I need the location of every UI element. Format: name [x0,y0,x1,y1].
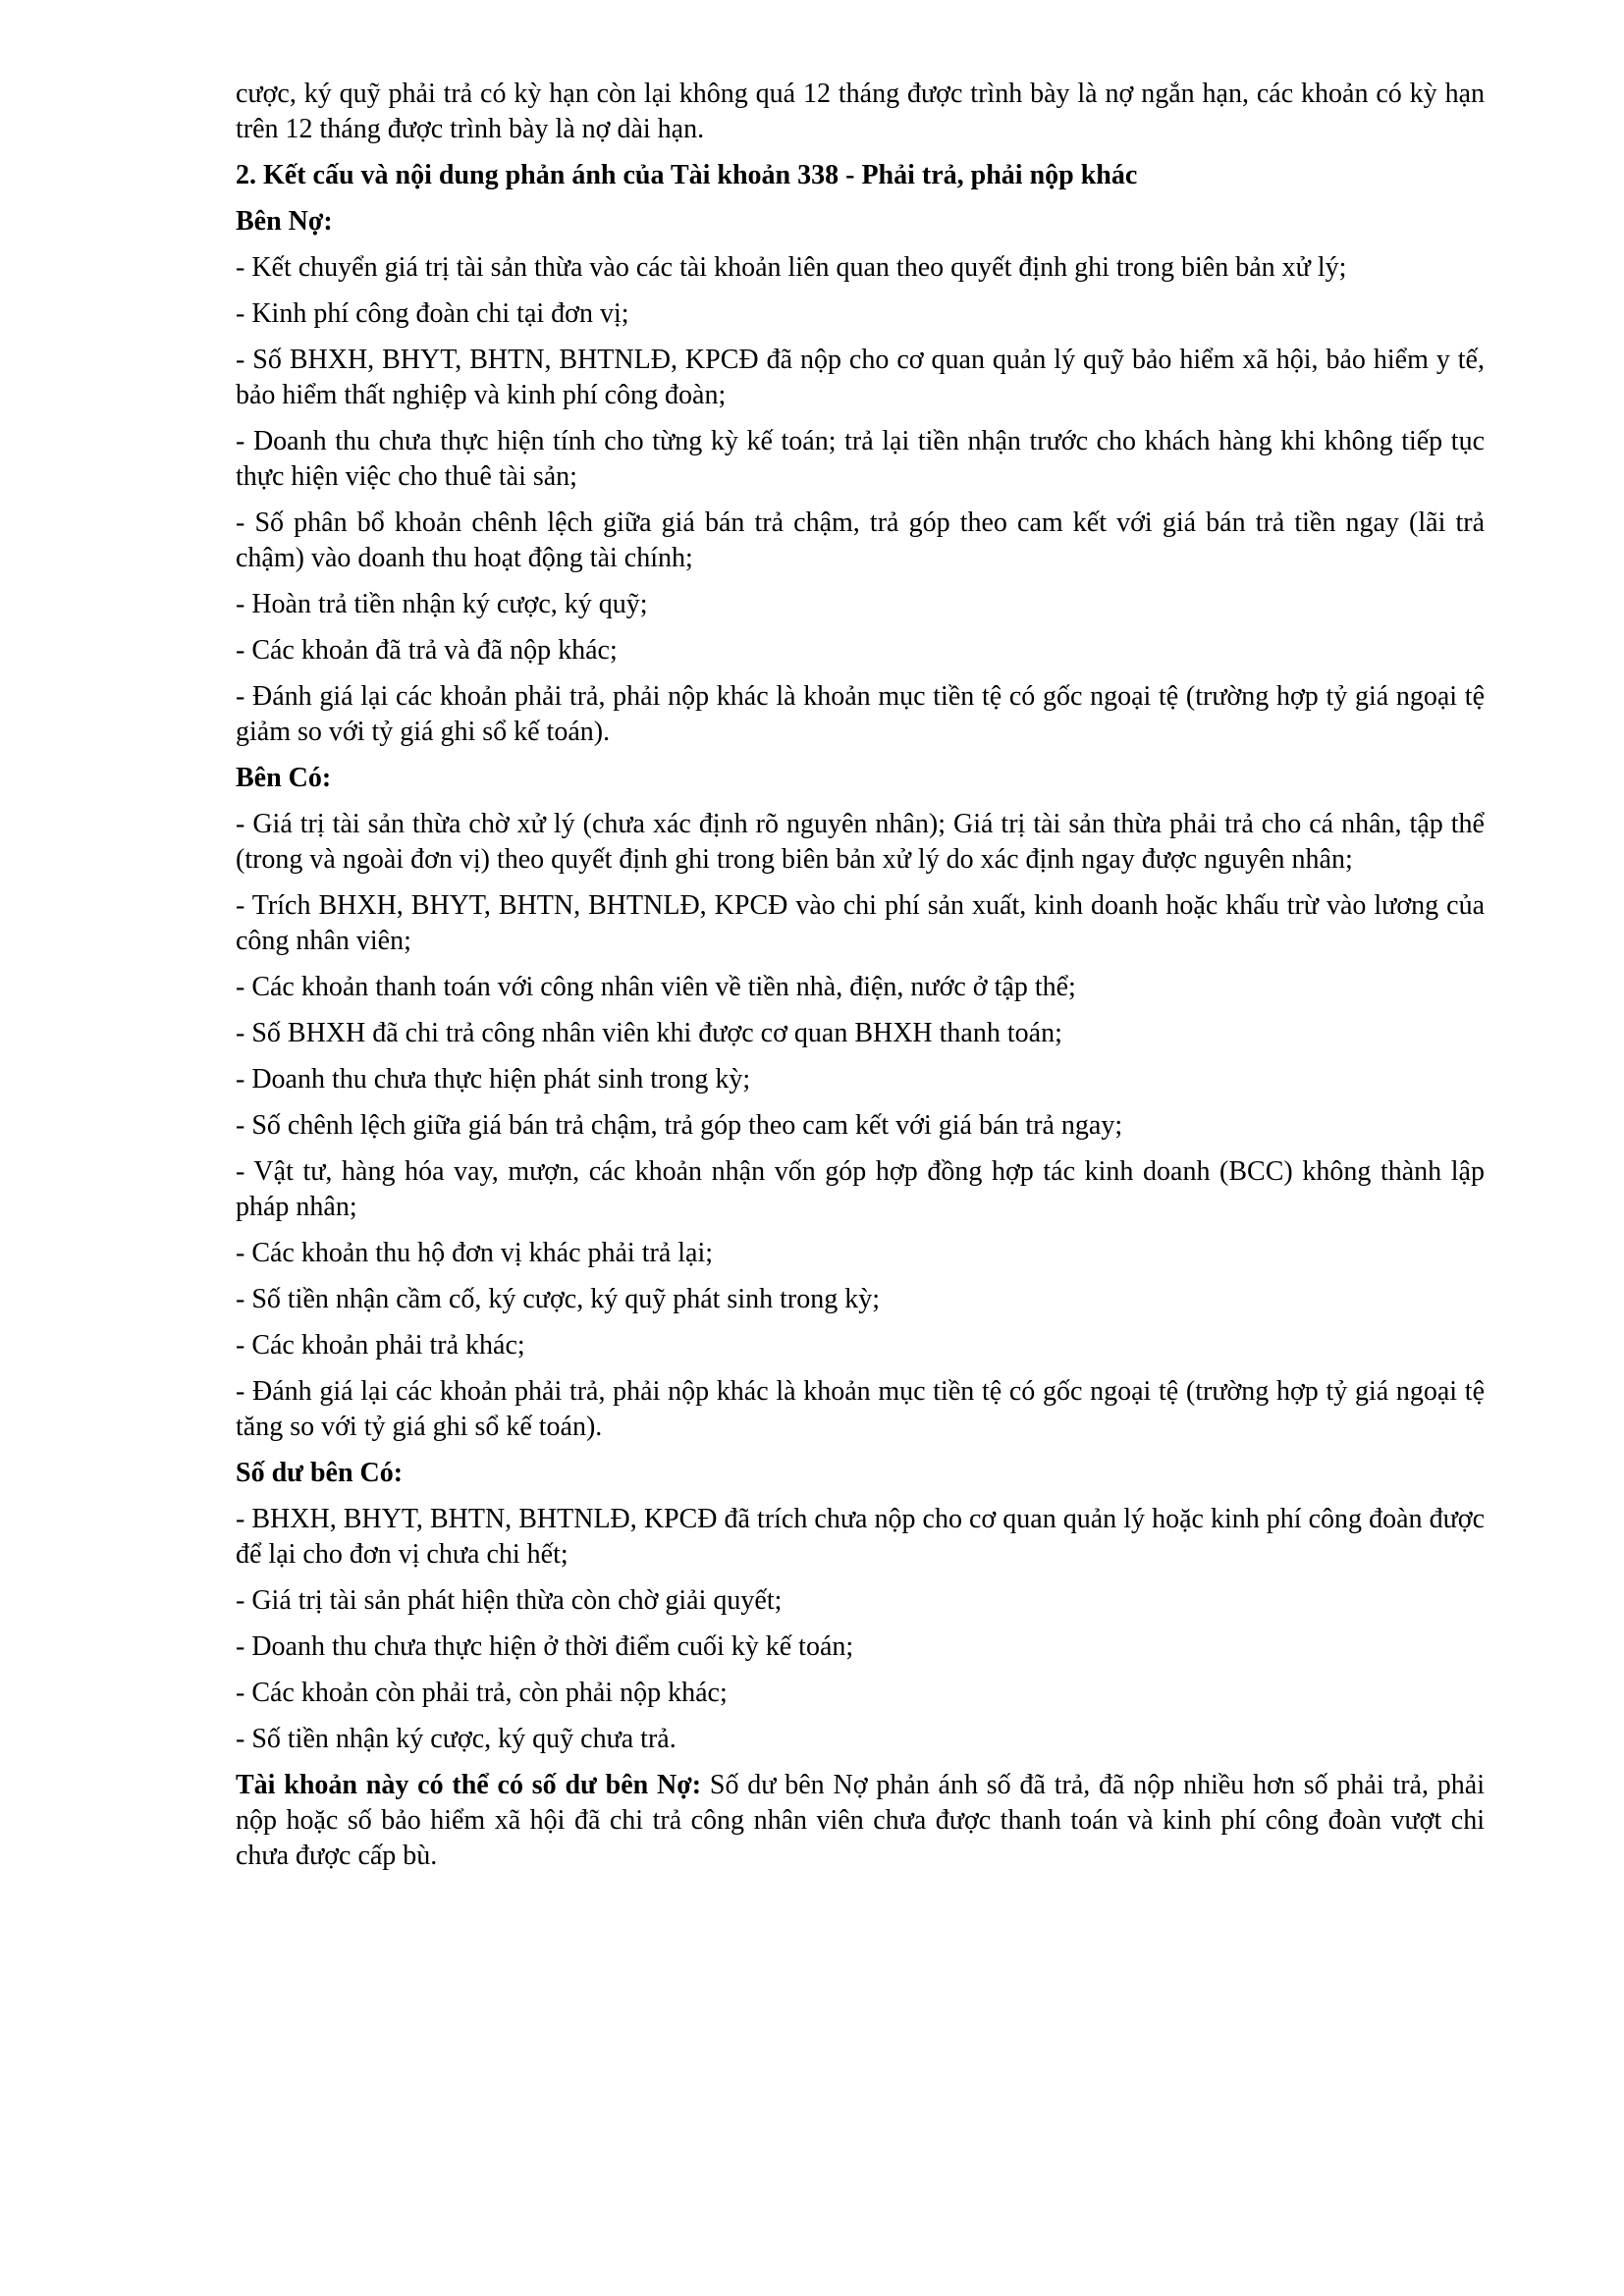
closing-note-text: Số dư bên Nợ phản ánh số đã trả, đã nộp nhiều hơn số phải trả, phải nộp hoặc số bảo hiểm xã hội đã chi trả công nhân viên chưa được thanh toán và kinh phí công đoàn vượt chi chưa được cấp bù. [236,1770,1485,1871]
ben-co-item: - Số BHXH đã chi trả công nhân viên khi được cơ quan BHXH thanh toán; [236,1018,1062,1048]
document-page [236,77,1485,1885]
ben-co-item: - Các khoản thanh toán với công nhân viên về tiền nhà, điện, nước ở tập thể; [236,972,1076,1002]
ben-no-item: - Doanh thu chưa thực hiện tính cho từng kỳ kế toán; trả lại tiền nhận trước cho khách hàng khi không tiếp tục thực hiện việc cho thuê tài sản; [236,426,1485,492]
ben-co-item: - Vật tư, hàng hóa vay, mượn, các khoản nhận vốn góp hợp đồng hợp tác kinh doanh (BCC) không thành lập pháp nhân; [236,1156,1485,1222]
ben-no-item: - Số phân bổ khoản chênh lệch giữa giá bán trả chậm, trả góp theo cam kết với giá bán trả tiền ngay (lãi trả chậm) vào doanh thu hoạt động tài chính; [236,507,1485,573]
so-du-co-item: - Doanh thu chưa thực hiện ở thời điểm cuối kỳ kế toán; [236,1631,854,1662]
ben-co-item: - Các khoản phải trả khác; [236,1330,525,1361]
ben-co-item: - Giá trị tài sản thừa chờ xử lý (chưa xác định rõ nguyên nhân); Giá trị tài sản thừa phải trả cho cá nhân, tập thể (trong và ngoài đơn vị) theo quyết định ghi trong biên bản xử lý do xác định ngay được nguyên nhân; [236,809,1485,875]
ben-no-heading: Bên Nợ: [236,206,333,237]
closing-note [236,1768,1485,1874]
intro-paragraph: cược, ký quỹ phải trả có kỳ hạn còn lại không quá 12 tháng được trình bày là nợ ngắn hạn, các khoản có kỳ hạn trên 12 tháng được trình bày là nợ dài hạn. [236,79,1485,144]
ben-co-item: - Các khoản thu hộ đơn vị khác phải trả lại; [236,1238,714,1268]
ben-co-item: - Số tiền nhận cầm cố, ký cược, ký quỹ phát sinh trong kỳ; [236,1284,880,1314]
so-du-co-item: - BHXH, BHYT, BHTN, BHTNLĐ, KPCĐ đã trích chưa nộp cho cơ quan quản lý hoặc kinh phí công đoàn được để lại cho đơn vị chưa chi hết; [236,1504,1485,1570]
ben-no-item: - Các khoản đã trả và đã nộp khác; [236,635,618,666]
closing-note-lead: Tài khoản này có thể có số dư bên Nợ: [236,1770,702,1800]
section-title: 2. Kết cấu và nội dung phản ánh của Tài khoản 338 - Phải trả, phải nộp khác [236,160,1138,190]
ben-no-item: - Kinh phí công đoàn chi tại đơn vị; [236,298,629,329]
so-du-co-item: - Số tiền nhận ký cược, ký quỹ chưa trả. [236,1724,677,1754]
ben-co-item: - Trích BHXH, BHYT, BHTN, BHTNLĐ, KPCĐ vào chi phí sản xuất, kinh doanh hoặc khấu trừ vào lương của công nhân viên; [236,890,1485,956]
so-du-co-item: - Các khoản còn phải trả, còn phải nộp khác; [236,1678,728,1708]
so-du-co-heading: Số dư bên Có: [236,1458,404,1488]
ben-no-item: - Kết chuyển giá trị tài sản thừa vào các tài khoản liên quan theo quyết định ghi trong biên bản xử lý; [236,252,1347,283]
ben-co-item: - Doanh thu chưa thực hiện phát sinh trong kỳ; [236,1064,751,1095]
ben-no-item: - Hoàn trả tiền nhận ký cược, ký quỹ; [236,589,648,619]
ben-co-heading: Bên Có: [236,763,332,793]
ben-co-item: - Đánh giá lại các khoản phải trả, phải nộp khác là khoản mục tiền tệ có gốc ngoại tệ (trường hợp tỷ giá ngoại tệ tăng so với tỷ giá ghi sổ kế toán). [236,1376,1485,1442]
ben-co-item: - Số chênh lệch giữa giá bán trả chậm, trả góp theo cam kết với giá bán trả ngay; [236,1110,1123,1141]
so-du-co-item: - Giá trị tài sản phát hiện thừa còn chờ giải quyết; [236,1585,783,1616]
ben-no-item: - Số BHXH, BHYT, BHTN, BHTNLĐ, KPCĐ đã nộp cho cơ quan quản lý quỹ bảo hiểm xã hội, bảo hiểm y tế, bảo hiểm thất nghiệp và kinh phí công đoàn; [236,345,1485,410]
ben-no-item: - Đánh giá lại các khoản phải trả, phải nộp khác là khoản mục tiền tệ có gốc ngoại tệ (trường hợp tỷ giá ngoại tệ giảm so với tỷ giá ghi sổ kế toán). [236,681,1485,747]
